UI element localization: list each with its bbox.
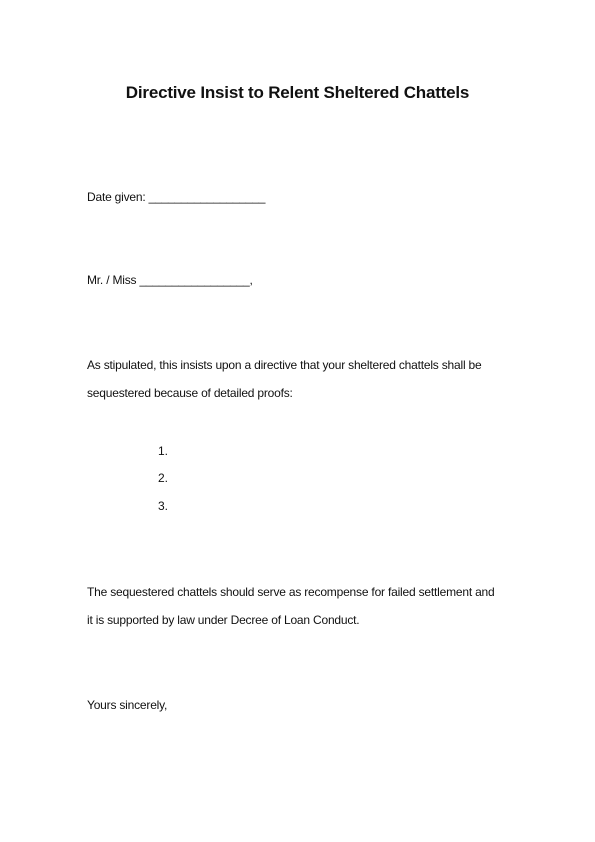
paragraph-1-line-1: As stipulated, this insists upon a directive that your sheltered chattels shall be <box>87 358 482 372</box>
document-title: Directive Insist to Relent Sheltered Chattels <box>125 83 470 102</box>
proof-item-3: 3. <box>158 499 169 513</box>
paragraph-1-line-2: sequestered because of detailed proofs: <box>87 386 293 400</box>
recipient-salutation: Mr. / Miss _________________, <box>87 273 253 287</box>
proof-item-1: 1. <box>158 444 169 458</box>
paragraph-2-line-2: it is supported by law under Decree of Loan Conduct. <box>87 613 360 627</box>
paragraph-2-line-1: The sequestered chattels should serve as recompense for failed settlement and <box>87 585 495 599</box>
closing-line: Yours sincerely, <box>87 698 168 712</box>
proof-item-2: 2. <box>158 471 169 485</box>
date-given-line: Date given: __________________ <box>87 190 266 204</box>
